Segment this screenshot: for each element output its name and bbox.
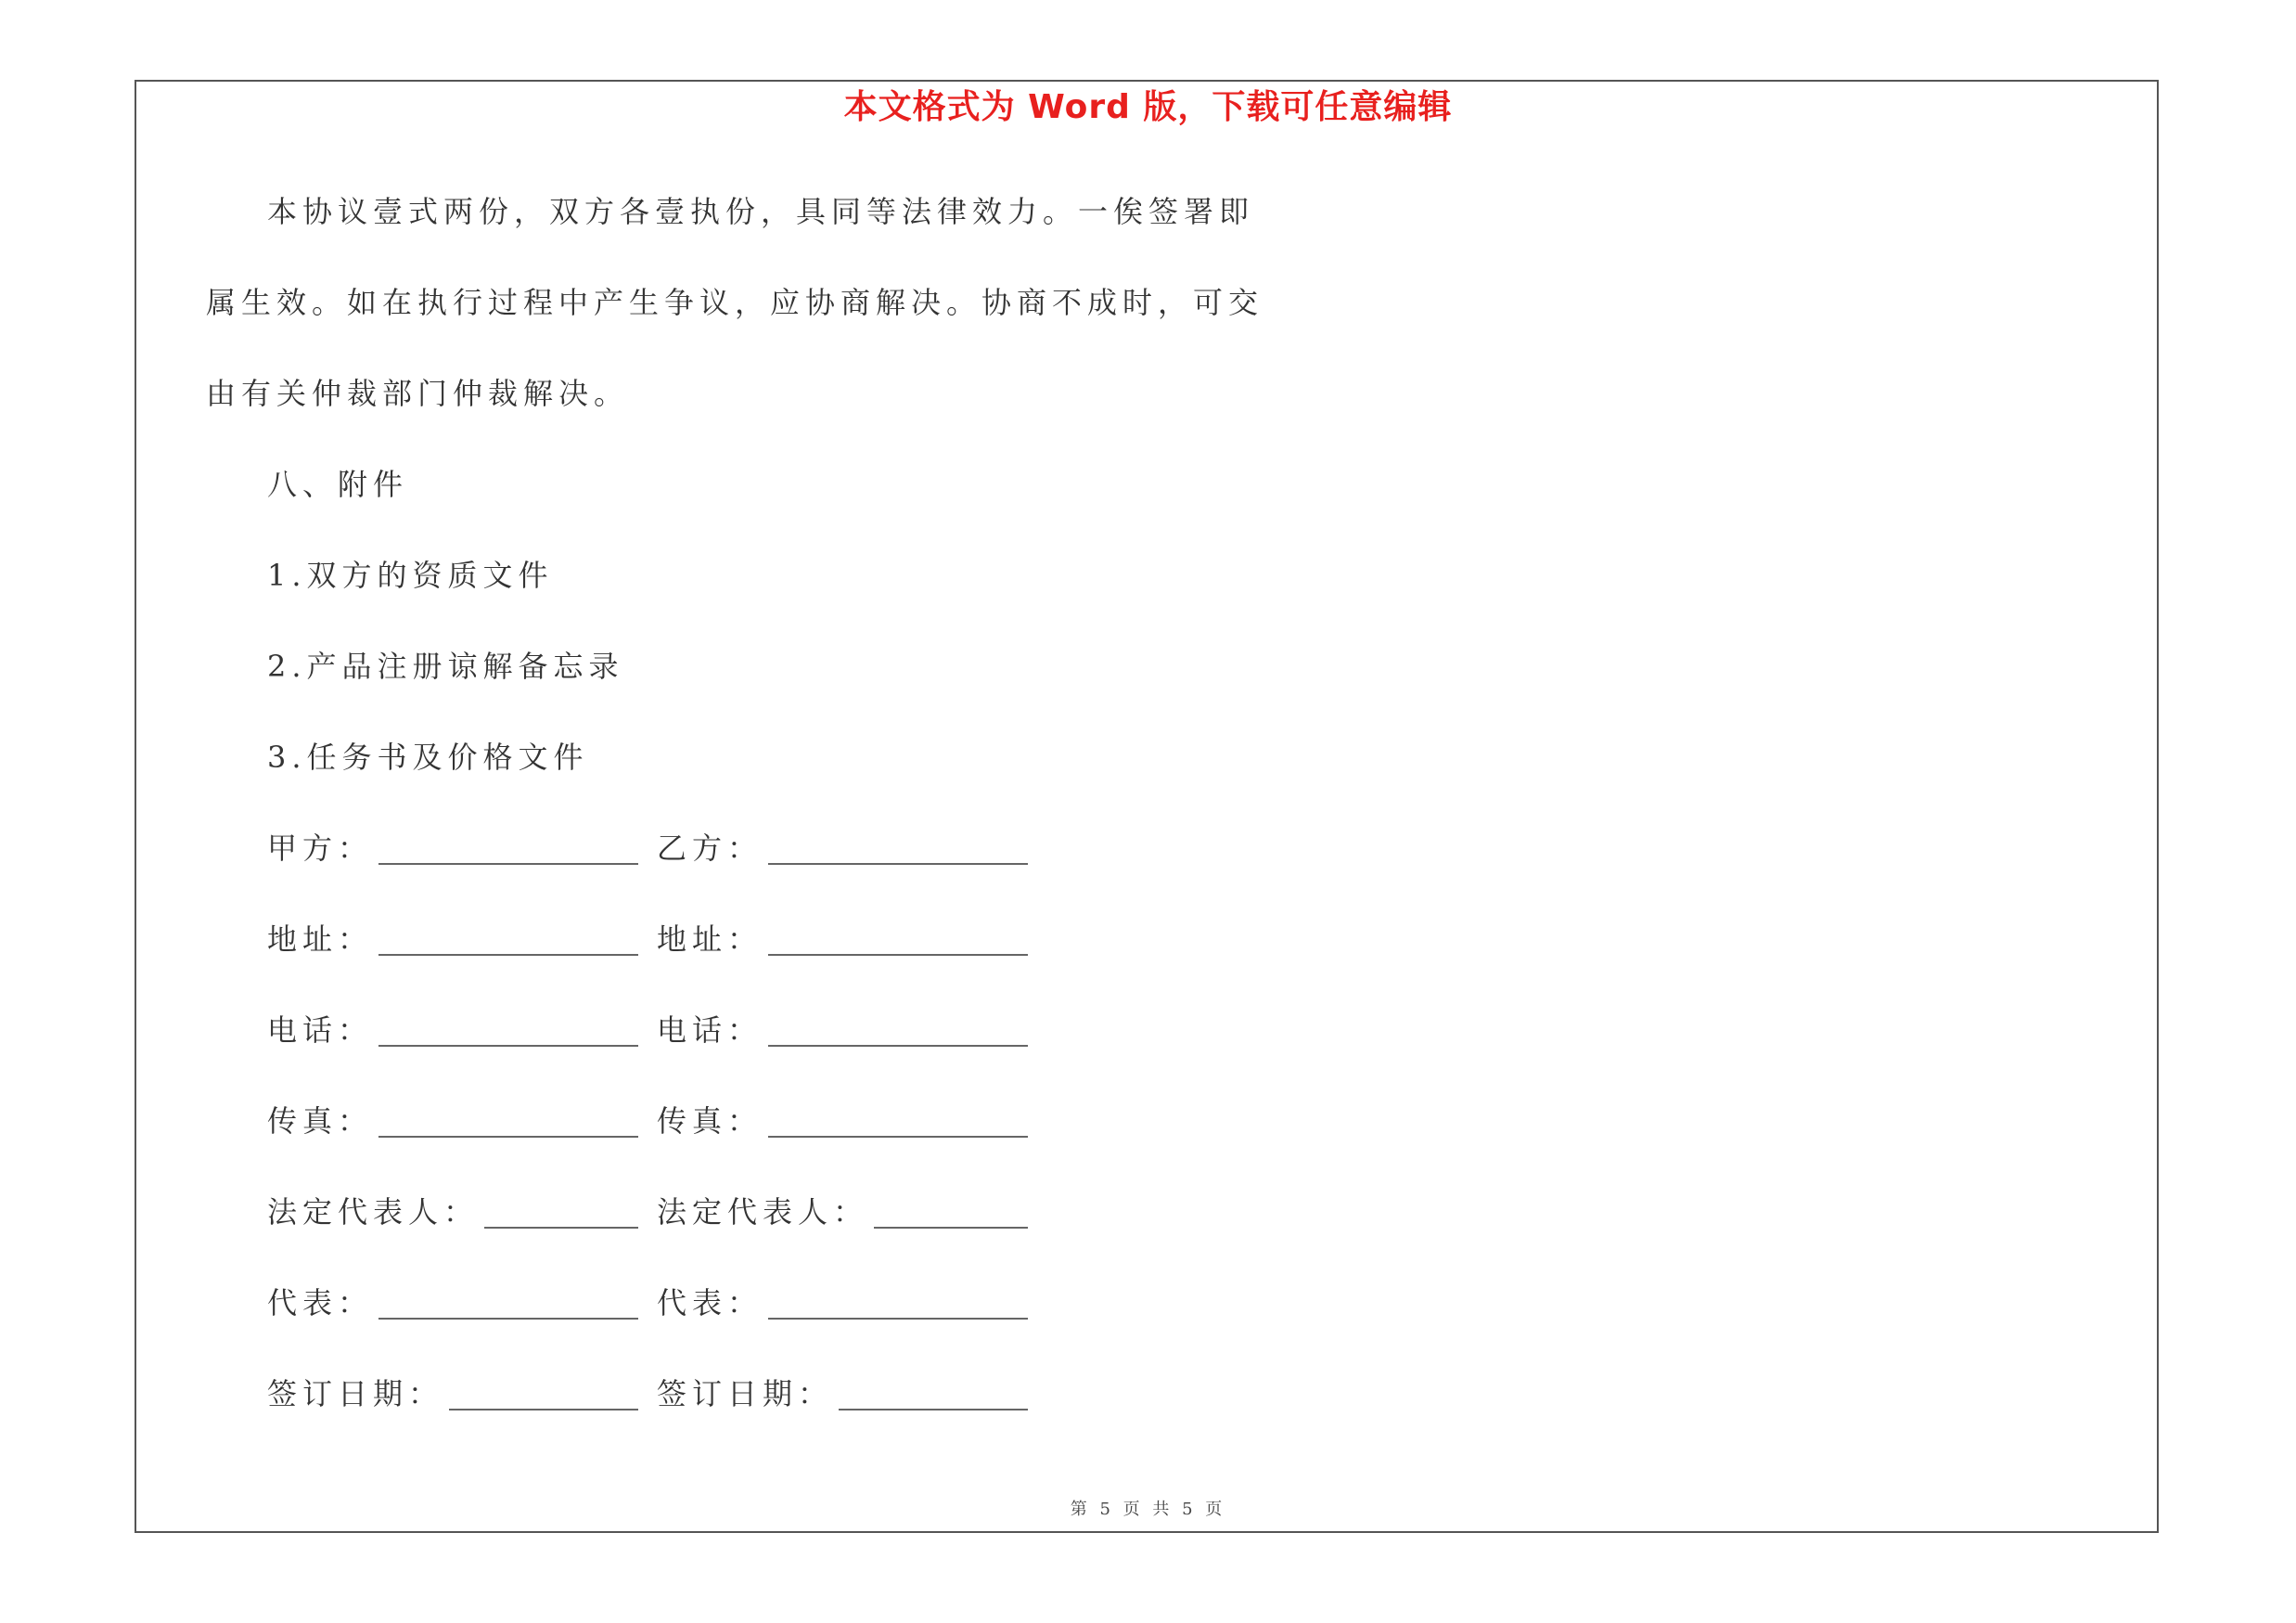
blank-line xyxy=(378,1102,638,1138)
signature-row-address xyxy=(267,921,1037,961)
party-a-address-field xyxy=(267,921,638,961)
attachment-item: 1.双方的资质文件 xyxy=(267,558,554,593)
field-label: 甲方： xyxy=(267,831,374,866)
blank-line xyxy=(768,1011,1028,1047)
blank-line xyxy=(449,1375,638,1410)
field-label: 电话： xyxy=(267,1012,374,1048)
party-a-field xyxy=(267,830,638,870)
party-b-date-field xyxy=(657,1375,1028,1416)
field-label: 代表： xyxy=(657,1285,763,1320)
signature-row-fax xyxy=(267,1102,1037,1143)
blank-line xyxy=(378,1011,638,1047)
party-b-fax-field xyxy=(657,1102,1028,1143)
party-a-representative-field xyxy=(267,1284,638,1325)
party-a-fax-field xyxy=(267,1102,638,1143)
blank-line xyxy=(768,921,1028,956)
blank-line xyxy=(874,1193,1028,1229)
party-b-address-field xyxy=(657,921,1028,961)
section-title-attachments: 八、附件 xyxy=(267,467,409,502)
party-b-representative-field xyxy=(657,1284,1028,1325)
paragraph-line: 由有关仲裁部门仲裁解决。 xyxy=(206,376,630,411)
party-b-phone-field xyxy=(657,1011,1028,1052)
field-label: 签订日期： xyxy=(267,1376,444,1411)
attachment-item: 3.任务书及价格文件 xyxy=(267,740,589,775)
field-label: 代表： xyxy=(267,1285,374,1320)
field-label: 乙方： xyxy=(657,831,763,866)
blank-line xyxy=(378,1284,638,1320)
blank-line xyxy=(768,830,1028,865)
blank-line xyxy=(839,1375,1028,1410)
field-label: 法定代表人： xyxy=(657,1194,869,1230)
blank-line xyxy=(378,921,638,956)
paragraph-line: 本协议壹式两份，双方各壹执份，具同等法律效力。一俟签署即 xyxy=(267,194,1255,229)
blank-line xyxy=(768,1102,1028,1138)
field-label: 地址： xyxy=(657,921,763,957)
signature-row-party xyxy=(267,830,1037,870)
field-label: 电话： xyxy=(657,1012,763,1048)
blank-line xyxy=(378,830,638,865)
attachment-item: 2.产品注册谅解备忘录 xyxy=(267,649,624,684)
blank-line xyxy=(484,1193,638,1229)
field-label: 传真： xyxy=(657,1103,763,1139)
field-label: 传真： xyxy=(267,1103,374,1139)
signature-row-date xyxy=(267,1375,1037,1416)
paragraph-line: 属生效。如在执行过程中产生争议，应协商解决。协商不成时，可交 xyxy=(206,285,1264,320)
field-label: 签订日期： xyxy=(657,1376,834,1411)
party-a-date-field xyxy=(267,1375,638,1416)
party-b-legal-rep-field xyxy=(657,1193,1028,1234)
party-a-legal-rep-field xyxy=(267,1193,638,1234)
page-number: 第 5 页 共 5 页 xyxy=(1070,1500,1226,1519)
field-label: 法定代表人： xyxy=(267,1194,480,1230)
signature-row-phone xyxy=(267,1011,1037,1052)
party-a-phone-field xyxy=(267,1011,638,1052)
field-label: 地址： xyxy=(267,921,374,957)
signature-row-legal-rep xyxy=(267,1193,1037,1234)
party-b-field xyxy=(657,830,1028,870)
signature-row-representative xyxy=(267,1284,1037,1325)
word-format-banner: 本文格式为 Word 版，下载可任意编辑 xyxy=(843,88,1453,126)
blank-line xyxy=(768,1284,1028,1320)
